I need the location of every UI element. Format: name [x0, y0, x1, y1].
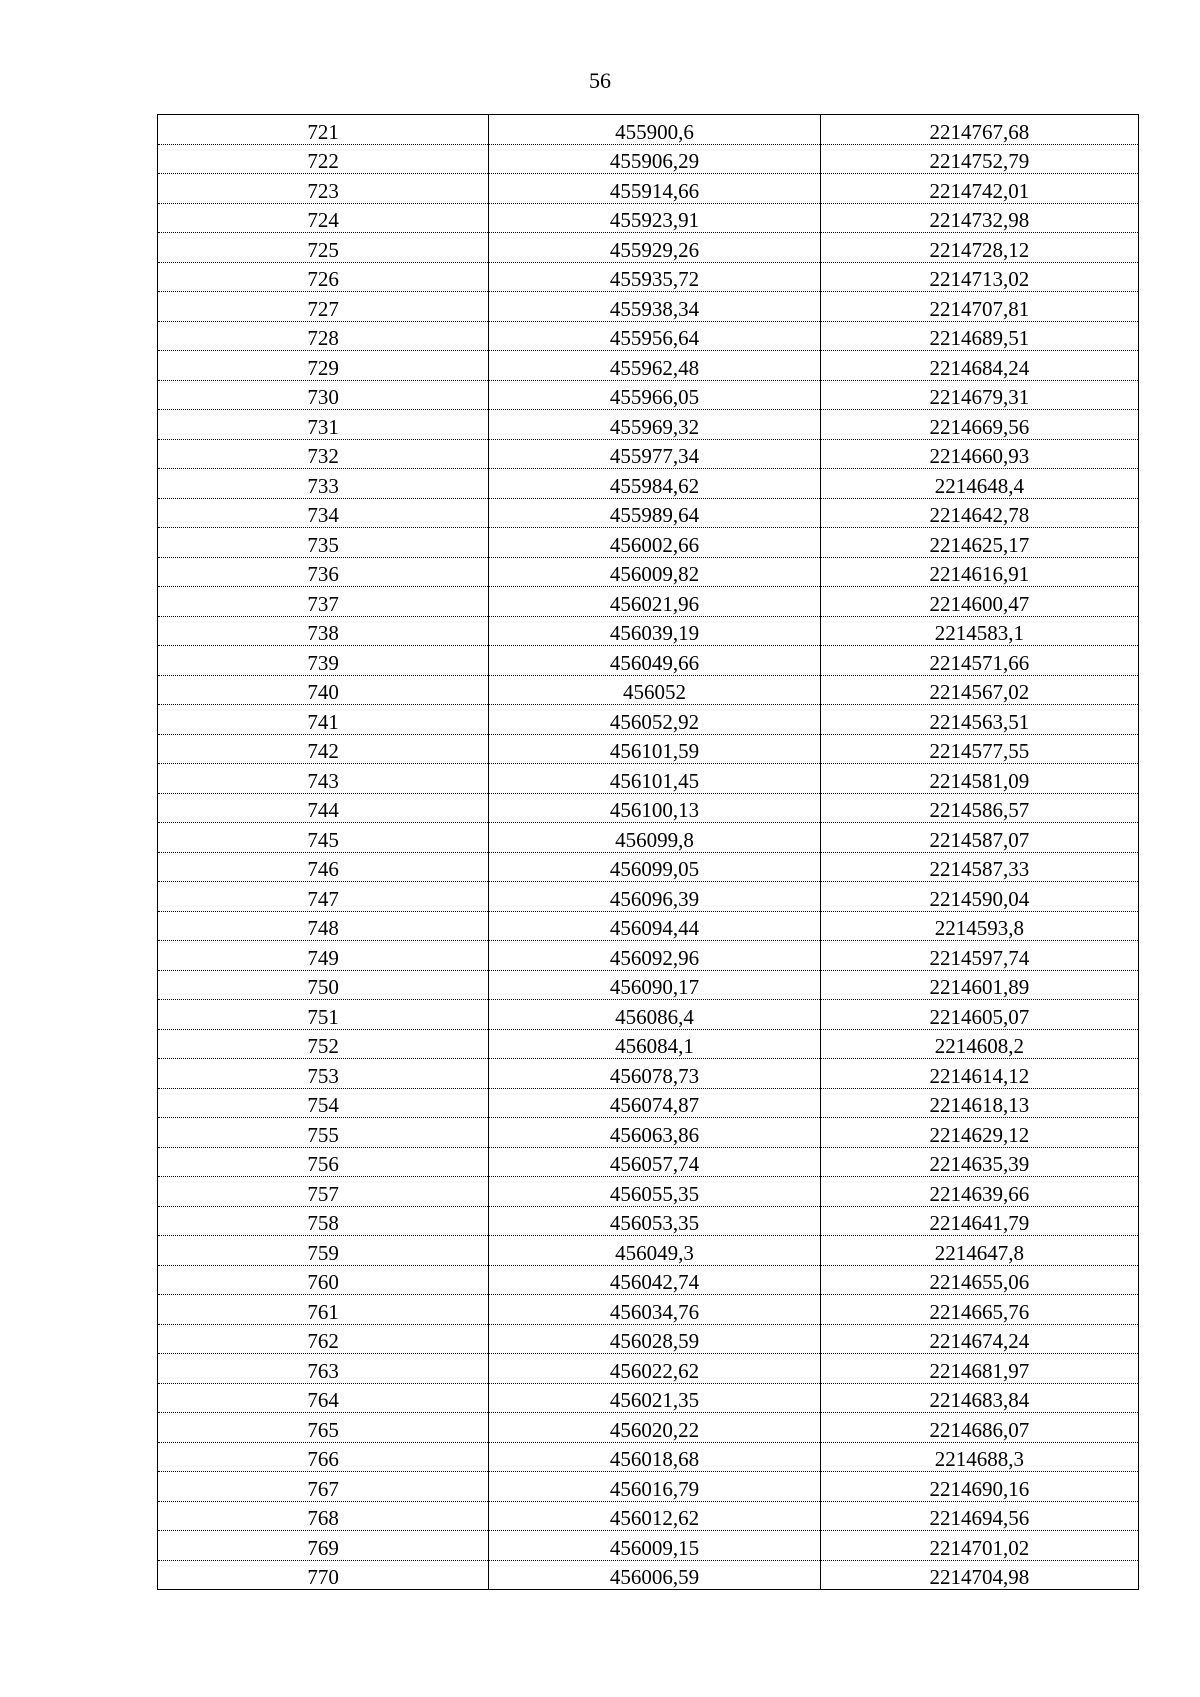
y-coordinate-cell: 2214563,51 — [820, 705, 1138, 735]
point-number-cell: 723 — [158, 174, 489, 204]
x-coordinate-cell: 456055,35 — [489, 1177, 820, 1207]
table-row — [158, 469, 1139, 499]
point-number-cell: 752 — [158, 1029, 489, 1059]
y-coordinate-cell: 2214669,56 — [820, 410, 1138, 440]
y-coordinate-cell: 2214586,57 — [820, 793, 1138, 823]
y-coordinate-cell: 2214713,02 — [820, 262, 1138, 292]
point-number-cell: 726 — [158, 262, 489, 292]
y-coordinate-cell: 2214679,31 — [820, 380, 1138, 410]
point-number-cell: 762 — [158, 1324, 489, 1354]
point-number-cell: 756 — [158, 1147, 489, 1177]
table-row — [158, 292, 1139, 322]
y-coordinate-cell: 2214752,79 — [820, 144, 1138, 174]
table-row — [158, 557, 1139, 587]
table-row — [158, 1088, 1139, 1118]
y-coordinate-cell: 2214694,56 — [820, 1501, 1138, 1531]
table-row — [158, 1442, 1139, 1472]
table-row — [158, 852, 1139, 882]
x-coordinate-cell: 455938,34 — [489, 292, 820, 322]
point-number-cell: 739 — [158, 646, 489, 676]
point-number-cell: 769 — [158, 1531, 489, 1561]
point-number-cell: 721 — [158, 115, 489, 145]
x-coordinate-cell: 455962,48 — [489, 351, 820, 381]
y-coordinate-cell: 2214571,66 — [820, 646, 1138, 676]
x-coordinate-cell: 456002,66 — [489, 528, 820, 558]
x-coordinate-cell: 455984,62 — [489, 469, 820, 499]
y-coordinate-cell: 2214601,89 — [820, 970, 1138, 1000]
table-row — [158, 1029, 1139, 1059]
x-coordinate-cell: 456006,59 — [489, 1560, 820, 1590]
table-row — [158, 1236, 1139, 1266]
y-coordinate-cell: 2214689,51 — [820, 321, 1138, 351]
table-row — [158, 882, 1139, 912]
x-coordinate-cell: 456012,62 — [489, 1501, 820, 1531]
table-row — [158, 970, 1139, 1000]
table-row — [158, 1206, 1139, 1236]
x-coordinate-cell: 455989,64 — [489, 498, 820, 528]
table-row — [158, 587, 1139, 617]
point-number-cell: 741 — [158, 705, 489, 735]
y-coordinate-cell: 2214587,33 — [820, 852, 1138, 882]
x-coordinate-cell: 455900,6 — [489, 115, 820, 145]
x-coordinate-cell: 456020,22 — [489, 1413, 820, 1443]
table-row — [158, 321, 1139, 351]
y-coordinate-cell: 2214732,98 — [820, 203, 1138, 233]
x-coordinate-cell: 456016,79 — [489, 1472, 820, 1502]
y-coordinate-cell: 2214597,74 — [820, 941, 1138, 971]
x-coordinate-cell: 456021,96 — [489, 587, 820, 617]
x-coordinate-cell: 455906,29 — [489, 144, 820, 174]
y-coordinate-cell: 2214625,17 — [820, 528, 1138, 558]
x-coordinate-cell: 456074,87 — [489, 1088, 820, 1118]
y-coordinate-cell: 2214587,07 — [820, 823, 1138, 853]
point-number-cell: 733 — [158, 469, 489, 499]
point-number-cell: 749 — [158, 941, 489, 971]
point-number-cell: 748 — [158, 911, 489, 941]
table-row — [158, 528, 1139, 558]
y-coordinate-cell: 2214641,79 — [820, 1206, 1138, 1236]
x-coordinate-cell: 456049,3 — [489, 1236, 820, 1266]
y-coordinate-cell: 2214608,2 — [820, 1029, 1138, 1059]
y-coordinate-cell: 2214581,09 — [820, 764, 1138, 794]
point-number-cell: 759 — [158, 1236, 489, 1266]
y-coordinate-cell: 2214635,39 — [820, 1147, 1138, 1177]
x-coordinate-cell: 455923,91 — [489, 203, 820, 233]
y-coordinate-cell: 2214742,01 — [820, 174, 1138, 204]
table-row — [158, 233, 1139, 263]
point-number-cell: 751 — [158, 1000, 489, 1030]
y-coordinate-cell: 2214629,12 — [820, 1118, 1138, 1148]
table-row — [158, 262, 1139, 292]
y-coordinate-cell: 2214618,13 — [820, 1088, 1138, 1118]
table-row — [158, 1059, 1139, 1089]
point-number-cell: 736 — [158, 557, 489, 587]
point-number-cell: 760 — [158, 1265, 489, 1295]
point-number-cell: 770 — [158, 1560, 489, 1590]
point-number-cell: 729 — [158, 351, 489, 381]
y-coordinate-cell: 2214567,02 — [820, 675, 1138, 705]
x-coordinate-cell: 455929,26 — [489, 233, 820, 263]
table-row — [158, 439, 1139, 469]
point-number-cell: 744 — [158, 793, 489, 823]
table-row — [158, 1354, 1139, 1384]
point-number-cell: 761 — [158, 1295, 489, 1325]
point-number-cell: 763 — [158, 1354, 489, 1384]
point-number-cell: 746 — [158, 852, 489, 882]
y-coordinate-cell: 2214701,02 — [820, 1531, 1138, 1561]
coordinates-table-body — [158, 115, 1139, 1590]
point-number-cell: 750 — [158, 970, 489, 1000]
x-coordinate-cell: 456039,19 — [489, 616, 820, 646]
x-coordinate-cell: 455956,64 — [489, 321, 820, 351]
table-row — [158, 705, 1139, 735]
x-coordinate-cell: 456021,35 — [489, 1383, 820, 1413]
y-coordinate-cell: 2214688,3 — [820, 1442, 1138, 1472]
table-row — [158, 1413, 1139, 1443]
table-row — [158, 1265, 1139, 1295]
x-coordinate-cell: 456086,4 — [489, 1000, 820, 1030]
x-coordinate-cell: 456084,1 — [489, 1029, 820, 1059]
table-row — [158, 1000, 1139, 1030]
point-number-cell: 738 — [158, 616, 489, 646]
y-coordinate-cell: 2214590,04 — [820, 882, 1138, 912]
y-coordinate-cell: 2214728,12 — [820, 233, 1138, 263]
point-number-cell: 767 — [158, 1472, 489, 1502]
point-number-cell: 764 — [158, 1383, 489, 1413]
y-coordinate-cell: 2214665,76 — [820, 1295, 1138, 1325]
y-coordinate-cell: 2214647,8 — [820, 1236, 1138, 1266]
x-coordinate-cell: 456052,92 — [489, 705, 820, 735]
point-number-cell: 724 — [158, 203, 489, 233]
point-number-cell: 757 — [158, 1177, 489, 1207]
x-coordinate-cell: 456096,39 — [489, 882, 820, 912]
y-coordinate-cell: 2214686,07 — [820, 1413, 1138, 1443]
x-coordinate-cell: 456053,35 — [489, 1206, 820, 1236]
x-coordinate-cell: 456009,15 — [489, 1531, 820, 1561]
point-number-cell: 768 — [158, 1501, 489, 1531]
point-number-cell: 725 — [158, 233, 489, 263]
point-number-cell: 758 — [158, 1206, 489, 1236]
point-number-cell: 765 — [158, 1413, 489, 1443]
table-row — [158, 498, 1139, 528]
point-number-cell: 730 — [158, 380, 489, 410]
point-number-cell: 732 — [158, 439, 489, 469]
point-number-cell: 728 — [158, 321, 489, 351]
y-coordinate-cell: 2214707,81 — [820, 292, 1138, 322]
y-coordinate-cell: 2214639,66 — [820, 1177, 1138, 1207]
point-number-cell: 743 — [158, 764, 489, 794]
point-number-cell: 731 — [158, 410, 489, 440]
y-coordinate-cell: 2214655,06 — [820, 1265, 1138, 1295]
point-number-cell: 755 — [158, 1118, 489, 1148]
point-number-cell: 747 — [158, 882, 489, 912]
y-coordinate-cell: 2214681,97 — [820, 1354, 1138, 1384]
table-row — [158, 410, 1139, 440]
coordinates-table — [157, 114, 1139, 1590]
point-number-cell: 753 — [158, 1059, 489, 1089]
table-row — [158, 823, 1139, 853]
table-row — [158, 1147, 1139, 1177]
y-coordinate-cell: 2214648,4 — [820, 469, 1138, 499]
page-number: 56 — [589, 68, 611, 93]
table-row — [158, 734, 1139, 764]
x-coordinate-cell: 456090,17 — [489, 970, 820, 1000]
point-number-cell: 745 — [158, 823, 489, 853]
point-number-cell: 766 — [158, 1442, 489, 1472]
x-coordinate-cell: 456057,74 — [489, 1147, 820, 1177]
y-coordinate-cell: 2214600,47 — [820, 587, 1138, 617]
table-row — [158, 1472, 1139, 1502]
x-coordinate-cell: 455969,32 — [489, 410, 820, 440]
table-row — [158, 793, 1139, 823]
x-coordinate-cell: 456101,45 — [489, 764, 820, 794]
table-row — [158, 144, 1139, 174]
table-row — [158, 1118, 1139, 1148]
y-coordinate-cell: 2214614,12 — [820, 1059, 1138, 1089]
x-coordinate-cell: 456028,59 — [489, 1324, 820, 1354]
x-coordinate-cell: 456042,74 — [489, 1265, 820, 1295]
y-coordinate-cell: 2214583,1 — [820, 616, 1138, 646]
point-number-cell: 754 — [158, 1088, 489, 1118]
point-number-cell: 742 — [158, 734, 489, 764]
table-row — [158, 1531, 1139, 1561]
y-coordinate-cell: 2214616,91 — [820, 557, 1138, 587]
x-coordinate-cell: 456018,68 — [489, 1442, 820, 1472]
y-coordinate-cell: 2214577,55 — [820, 734, 1138, 764]
table-row — [158, 380, 1139, 410]
x-coordinate-cell: 456078,73 — [489, 1059, 820, 1089]
table-row — [158, 675, 1139, 705]
x-coordinate-cell: 456009,82 — [489, 557, 820, 587]
y-coordinate-cell: 2214690,16 — [820, 1472, 1138, 1502]
y-coordinate-cell: 2214605,07 — [820, 1000, 1138, 1030]
x-coordinate-cell: 455935,72 — [489, 262, 820, 292]
table-row — [158, 351, 1139, 381]
y-coordinate-cell: 2214683,84 — [820, 1383, 1138, 1413]
table-row — [158, 646, 1139, 676]
x-coordinate-cell: 455914,66 — [489, 174, 820, 204]
y-coordinate-cell: 2214593,8 — [820, 911, 1138, 941]
x-coordinate-cell: 456100,13 — [489, 793, 820, 823]
x-coordinate-cell: 456022,62 — [489, 1354, 820, 1384]
x-coordinate-cell: 456049,66 — [489, 646, 820, 676]
table-row — [158, 1295, 1139, 1325]
x-coordinate-cell: 455977,34 — [489, 439, 820, 469]
y-coordinate-cell: 2214767,68 — [820, 115, 1138, 145]
y-coordinate-cell: 2214642,78 — [820, 498, 1138, 528]
table-row — [158, 174, 1139, 204]
x-coordinate-cell: 456094,44 — [489, 911, 820, 941]
y-coordinate-cell: 2214674,24 — [820, 1324, 1138, 1354]
point-number-cell: 722 — [158, 144, 489, 174]
point-number-cell: 735 — [158, 528, 489, 558]
point-number-cell: 737 — [158, 587, 489, 617]
x-coordinate-cell: 456101,59 — [489, 734, 820, 764]
table-row — [158, 1383, 1139, 1413]
x-coordinate-cell: 456099,05 — [489, 852, 820, 882]
table-row — [158, 203, 1139, 233]
table-row — [158, 1324, 1139, 1354]
table-row — [158, 911, 1139, 941]
table-row — [158, 1560, 1139, 1590]
table-row — [158, 616, 1139, 646]
point-number-cell: 734 — [158, 498, 489, 528]
table-row — [158, 1501, 1139, 1531]
x-coordinate-cell: 456099,8 — [489, 823, 820, 853]
table-row — [158, 115, 1139, 145]
table-row — [158, 764, 1139, 794]
y-coordinate-cell: 2214660,93 — [820, 439, 1138, 469]
point-number-cell: 727 — [158, 292, 489, 322]
table-row — [158, 1177, 1139, 1207]
x-coordinate-cell: 456052 — [489, 675, 820, 705]
x-coordinate-cell: 456063,86 — [489, 1118, 820, 1148]
x-coordinate-cell: 456092,96 — [489, 941, 820, 971]
y-coordinate-cell: 2214684,24 — [820, 351, 1138, 381]
table-row — [158, 941, 1139, 971]
x-coordinate-cell: 455966,05 — [489, 380, 820, 410]
point-number-cell: 740 — [158, 675, 489, 705]
x-coordinate-cell: 456034,76 — [489, 1295, 820, 1325]
y-coordinate-cell: 2214704,98 — [820, 1560, 1138, 1590]
